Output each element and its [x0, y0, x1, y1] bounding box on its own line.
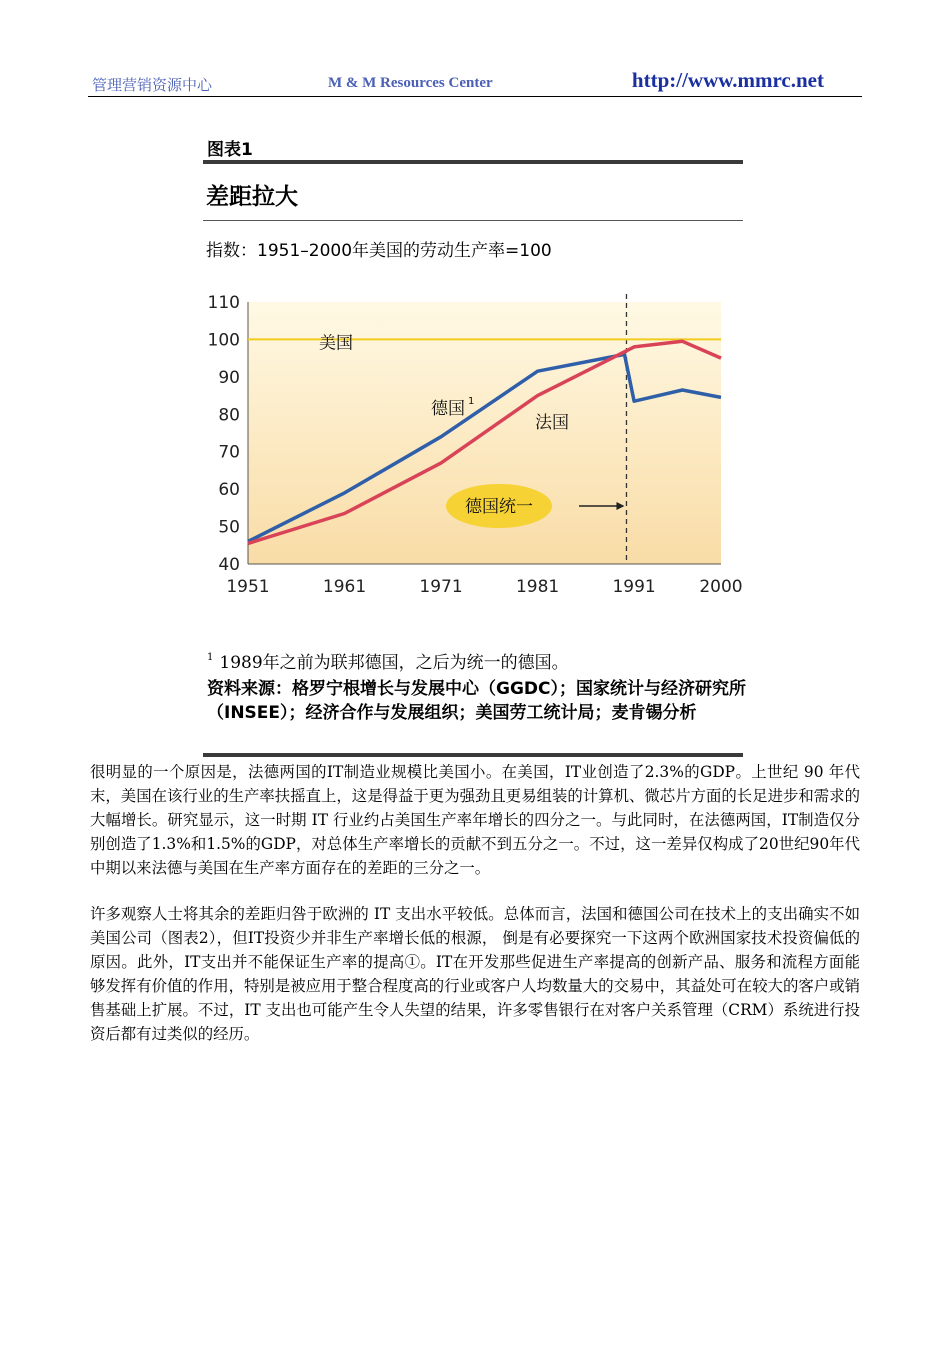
series-label-usa: 美国 — [319, 333, 353, 354]
reunification-label: 德国统一 — [465, 497, 533, 517]
page-header — [88, 68, 862, 97]
x-tick-label: 1981 — [515, 577, 560, 597]
header-url-link[interactable]: http://www.mmrc.net — [631, 68, 824, 92]
figure-footnote — [207, 651, 569, 675]
footnote-marker: 1 — [207, 652, 214, 663]
x-tick-label: 1991 — [612, 577, 656, 597]
figure-label: 图表1 — [207, 140, 253, 160]
x-tick-label: 1971 — [419, 577, 463, 597]
y-tick-label: 70 — [218, 442, 240, 463]
footnote-text: 1989年之前为联邦德国，之后为统一的德国。 — [219, 653, 569, 673]
body-text — [90, 760, 860, 1068]
figure-1 — [203, 132, 746, 758]
header-org-name: 管理营销资源中心 — [92, 76, 213, 94]
x-tick-label: 1961 — [322, 577, 367, 597]
figure-top-rule — [203, 160, 743, 164]
x-tick-label: 2000 — [699, 577, 743, 597]
x-tick-label: 1951 — [226, 577, 270, 597]
figure-title: 差距拉大 — [206, 184, 298, 210]
series-label-germany-sup: 1 — [468, 396, 475, 407]
header-center-title: M & M Resources Center — [328, 75, 493, 91]
figure-subtitle: 指数：1951–2000年美国的劳动生产率=100 — [206, 241, 552, 261]
figure-title-rule — [203, 220, 743, 221]
y-tick-label: 90 — [218, 367, 240, 388]
body-paragraph-2: 许多观察人士将其余的差距归咎于欧洲的 IT 支出水平较低。总体而言，法国和德国公司在技术上的支出确实不如美国公司（图表2），但IT投资少并非生产率增长低的根源， 倒是有必要探究一下这两个欧洲国家技术投资偏低的原因。此外，IT支出并不能保证生产率的提高①。IT在开发那些促进生产率提高的创新产品、服务和流程方面能够发挥有价值的作用，特别是被应用于整合程度高的行业或客户人均数量大的交易中，其益处可在较大的客户或销售基础上扩展。不过，IT 支出也可能产生令人失望的结果，许多零售银行在对客户关系管理（CRM）系统进行投资后都有过类似的经历。 — [90, 905, 860, 1043]
figure-sources: 资料来源：格罗宁根增长与发展中心（GGDC）；国家统计与经济研究所（INSEE）；经济合作与发展组织；美国劳工统计局；麦肯锡分析 — [207, 679, 746, 724]
y-tick-label: 50 — [218, 517, 240, 538]
y-tick-label: 110 — [207, 293, 240, 313]
y-tick-label: 80 — [218, 405, 240, 426]
body-paragraph-1: 很明显的一个原因是，法德两国的IT制造业规模比美国小。在美国，IT业创造了2.3%的GDP。上世纪 90 年代末，美国在该行业的生产率扶摇直上，这是得益于更为强劲且更易组装的计算机、微芯片方面的长足进步和需求的大幅增长。研究显示，这一时期 IT 行业约占美国生产率年增长的四分之一。与此同时，在法德两国，IT制造仅分别创造了1.3%和1.5%的GDP，对总体生产率增长的贡献不到五分之一。不过，这一差异仅构成了20世纪90年代中期以来法德与美国在生产率方面存在的差距的三分之一。 — [90, 763, 860, 877]
y-tick-label: 100 — [207, 330, 240, 351]
y-tick-label: 40 — [218, 555, 240, 575]
y-tick-label: 60 — [218, 480, 240, 501]
series-label-germany: 德国 — [431, 399, 465, 419]
figure-bottom-rule — [203, 753, 743, 757]
series-label-france: 法国 — [535, 413, 569, 433]
productivity-line-chart — [203, 290, 748, 620]
